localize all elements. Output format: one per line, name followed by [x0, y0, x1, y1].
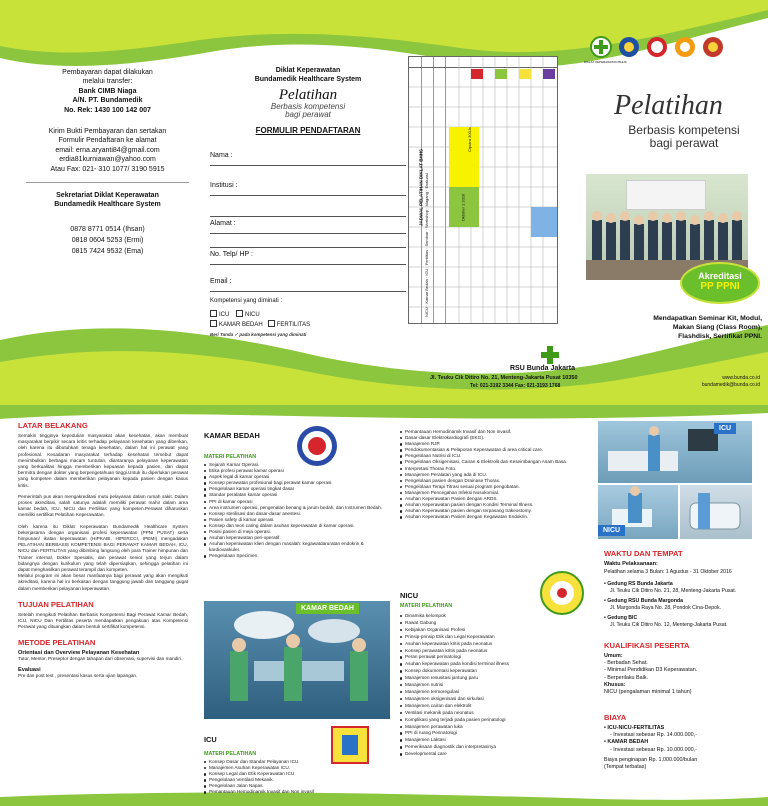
ppni-logo-icon	[618, 36, 640, 58]
kamar-bedah-subtitle: MATERI PELATIHAN	[204, 454, 257, 460]
place-name-text: Gedung RS Bunda Jakarta	[607, 581, 673, 587]
name-field[interactable]	[210, 152, 406, 159]
form-subtitle-line: Berbasis kompetensi	[270, 101, 346, 111]
list-item: Dinamika kelompok	[400, 613, 590, 620]
secretariat	[20, 191, 195, 210]
nicu-subtitle: MATERI PELATIHAN	[400, 603, 453, 609]
phone-field[interactable]	[210, 251, 406, 258]
institution-field[interactable]	[210, 182, 406, 189]
payment-line: Pembayaran dapat dilakukan	[62, 69, 153, 76]
list-item: Konsep sterilisasi dan dasar-dasar anestesi.	[204, 511, 389, 517]
schedule-table	[408, 56, 558, 324]
perinasia-emblem-icon	[540, 571, 584, 615]
list-item: Pengelolaan Terapi Titrasi sesuai program pengobatan.	[400, 484, 590, 490]
umum-label: Umum:	[604, 653, 623, 659]
biaya-item-price: - Investasi sebesar Rp. 14.000.000,-	[610, 732, 697, 739]
hospital-cross-icon	[540, 345, 560, 365]
kualifikasi-title: KUALIFIKASI PESERTA	[604, 641, 690, 650]
details-column	[598, 421, 764, 801]
list-item: Peran perawat perinatologi	[400, 654, 590, 661]
fax-number: Atau Fax: 021- 310 1077/ 3190 5915	[50, 165, 165, 173]
schedule-cell-text: Oktober 1 2016	[460, 193, 466, 222]
schedule-row: Fertilitas	[424, 250, 429, 266]
umum-item: - Berbadan Sehat.	[604, 660, 648, 667]
account-holder: A/N. PT. Bundamedik	[72, 97, 143, 105]
phone-number: 0818 0604 5253 (Ermi)	[71, 236, 144, 244]
field-label: Institusi :	[210, 182, 238, 189]
place-address: Jl. Margonda Raya No. 28, Pondok Cina-Depok.	[610, 605, 722, 611]
nicu-title: NICU	[400, 591, 419, 600]
kamar-bedah-photo-label: KAMAR BEDAH	[296, 603, 359, 614]
hospital-name: RSU Bunda Jakarta	[510, 365, 575, 372]
registration-form-panel	[210, 66, 406, 356]
website-link[interactable]: www.bunda.co.id	[722, 375, 760, 381]
biaya-note: Biaya penginapan Rp. 1.000.000/bulan	[604, 756, 698, 763]
ipemi-logo-icon	[702, 36, 724, 58]
option-label: NICU	[245, 312, 260, 318]
accreditation-top: Akreditasi	[698, 271, 742, 281]
schedule-title: JADWAL PELATIHAN DIKLAT BHHS	[418, 149, 424, 226]
list-item: Manajemen Peralatan yang ada di ICU.	[400, 472, 590, 478]
icu-photo-label: ICU	[714, 423, 736, 434]
list-item: Komplikasi yang terjadi pada pasien perinatologi	[400, 717, 590, 724]
tujuan-title: TUJUAN PELATIHAN	[18, 599, 94, 609]
list-item: Manajemen resusitasi jantung paru	[400, 675, 590, 682]
list-item: Konsep Dasar dan Standar Pelayanan ICU.	[204, 759, 389, 765]
schedule-row: Workshop	[424, 210, 429, 229]
place-address: Jl. Teuku Cik Ditiro No. 21, 28, Menteng-Jakarta Pusat.	[610, 588, 737, 594]
list-item: Rawat Gabung	[400, 620, 590, 627]
list-item: Manajemen termoregulasi	[400, 689, 590, 696]
email-field[interactable]	[210, 278, 406, 285]
list-item: Manajemen oksigenisasi dan sirkulasi	[400, 696, 590, 703]
icu-title: ICU	[204, 735, 217, 744]
phone-list	[20, 224, 195, 257]
list-item: Asuhan keperawatan kritis pada neonatus	[400, 641, 590, 648]
phone-number: 0878 8771 0514 (Ihsan)	[70, 225, 145, 233]
icu-subtitle: MATERI PELATIHAN	[204, 751, 257, 757]
cover-perks	[653, 314, 762, 341]
umum-item: - Minimal Pendidikan D3 Keperawatan.	[604, 667, 698, 674]
cover-panel	[584, 30, 768, 400]
biaya-note: (Tempat terbatas)	[604, 764, 647, 771]
form-subtitle-line: bagi perawat	[285, 110, 331, 120]
list-item: Dasar-dasar Elektrokardiografi (EKG).	[400, 435, 590, 441]
checkbox-nicu[interactable]	[236, 312, 260, 318]
list-item: Manajemen cairan dan elektrolit	[400, 703, 590, 710]
bank-name: Bank CIMB Niaga	[78, 87, 137, 95]
waktu-title: WAKTU DAN TEMPAT	[604, 549, 683, 558]
list-item: Posisi pasien di meja operasi.	[204, 529, 389, 535]
latar-title: LATAR BELAKANG	[18, 421, 88, 430]
form-org	[210, 66, 406, 85]
list-item: Asuhan keperawatan peri-operatif.	[204, 535, 389, 541]
checkbox-icon	[268, 320, 275, 327]
list-item: Pengelolaan pasien dengan Drainase Thorax.	[400, 478, 590, 484]
place-name: • Gedung BIC	[604, 615, 638, 621]
perk-line: Flashdisk, Sertifikat PPNI.	[678, 333, 762, 340]
icu-list-continued	[400, 429, 590, 520]
proof-instructions	[20, 127, 195, 174]
schedule-cell-text: Ciputra 300Jx	[466, 127, 472, 152]
kualifikasi-body	[604, 653, 697, 696]
schedule-row: Evaluasi	[424, 173, 429, 189]
icu-list	[204, 759, 389, 796]
place-address: Jl. Teuku Cik Ditiro No. 12, Menteng-Jakarta Pusat.	[610, 622, 728, 628]
checkbox-kamar-bedah[interactable]	[210, 322, 263, 328]
payment-lines	[20, 68, 195, 115]
biaya-body	[604, 725, 697, 771]
phone-number: 0815 7424 9532 (Ema)	[71, 247, 144, 255]
payment-info-panel	[20, 68, 195, 257]
surgery-illustration	[204, 601, 390, 719]
form-org-line: Diklat Keperawatan	[275, 67, 341, 74]
form-title-script: Pelatihan	[278, 86, 338, 103]
latar-paragraph: Semakin tingginya kepedulian masyarakat akan kesehatan, akan membuat masyarakat berpikir secara kritis terhadap pelayanan kesehatan yang diberikan, oleh karena itu dibutuhkan tenaga kesehatan, dalam hal ini perawat yang profesional. Kesadaran masyarakat terhadap kesehatan tersebut dapat menimbulkan berbagai macam tuntutan, diantaranya pelayanan keperawatan yang berkualitas hingga memberikan kepuasan kepada pasien, dan dapat bermitra dengan dokter yang berpengetahuan tinggi.Untuk itu diperlukan perawat yang kompeten dalam memberikan pelayanan kepada pasien dengan kasus kritis.	[18, 433, 188, 488]
list-item: Manajemen RJP.	[400, 441, 590, 447]
list-item: Asuhan Keperawatan Pasien dengan ARDS.	[400, 496, 590, 502]
list-item: Pengelolaan Nutrisi di ICU.	[400, 453, 590, 459]
kamar-bedah-title: KAMAR BEDAH	[204, 431, 260, 440]
list-item: Etika profesi perawat kamar operasi	[204, 468, 389, 474]
email-secondary[interactable]: erdia81kurniawan@yahoo.com	[59, 156, 156, 164]
option-label: FERTILITAS	[276, 322, 311, 328]
tujuan-paragraph: Setelah mengikuti Pelatihan Berbasis Kompetensi Bagi Perawat Kamar Bedah, ICU, NICU Dan Fertilitas peserta mendapatkan pengakuan atas Kompetensi Perawat yang dituangkan dalam bentuk sertifikat kompetensi.	[18, 611, 188, 630]
icu-nicu-column	[400, 425, 595, 801]
hospital-address: Jl. Teuku Cik Ditiro No. 21, Menteng-Jakarta Pusat 10350	[430, 375, 578, 381]
list-item: Pengelolaan Oksigenisasi, Cairan & Elektrolit dan Keseimbangan Asam Basa.	[400, 459, 590, 465]
list-item: Asuhan keperawatan pada kondisi terminal illness	[400, 661, 590, 668]
hospital-contact: Tel: 021-3192 3344 Fax: 021-3193 1768	[470, 383, 561, 389]
biaya-item-price: - Investasi sebesar Rp. 10.000.000,-	[610, 746, 697, 753]
cover-subtitle	[604, 124, 764, 150]
email-primary[interactable]: email: erna.aryanti84@gmail.com	[55, 146, 160, 154]
checkbox-note: Beri Tanda ✓ pada kompetensi yang diminati	[210, 332, 307, 337]
partner-logos	[590, 36, 724, 58]
kamar-bedah-column	[204, 425, 394, 801]
list-item: Pengelolaan Jalan Napas.	[204, 783, 389, 789]
cover-contact	[702, 375, 760, 389]
checkbox-icu[interactable]	[210, 312, 229, 318]
nicu-photo-2	[680, 485, 752, 539]
hipkabi-logo-icon	[674, 36, 696, 58]
waktu-text: Pelatihan selama 3 Bulan: 1 Agustus - 31 Oktober 2016	[604, 569, 732, 575]
competency-options	[210, 310, 310, 330]
list-item: Konsep dokumentasi keperawatan	[400, 668, 590, 675]
cover-subtitle-line: bagi perawat	[649, 136, 719, 150]
khusus-text: NICU (pengalaman minimal 1 tahun)	[604, 689, 692, 696]
list-item: Kebijakan Organisasi Profesi	[400, 627, 590, 634]
schedule-row-labels: NICU · Kamar Bedah · ICU · Fertilitas · Seminar · Workshop · Magang · Evaluasi	[424, 173, 429, 317]
secretariat-line: Bundamedik Healthcare System	[54, 201, 161, 209]
checkbox-icon	[236, 310, 243, 317]
cover-title: Pelatihan	[614, 90, 723, 121]
biaya-item-name-text: ICU-NICU-FERTILITAS	[607, 725, 665, 731]
biaya-item-name: • ICU-NICU-FERTILITAS	[604, 725, 665, 731]
schedule-row: Seminar	[424, 231, 429, 247]
list-item: Sejarah Kamar Operasi.	[204, 462, 389, 468]
schedule-row: NICU	[424, 307, 429, 317]
field-label: No. Telp/ HP :	[210, 251, 253, 258]
list-item: Konsep dan teori caring dalam asuhan keperawatan di kamar operasi.	[204, 523, 389, 529]
biaya-item-name: • KAMAR BEDAH	[604, 739, 649, 746]
latar-paragraph: Pemerintah pun akan mengakreditasi mutu pelayanan dalam rumah sakit. Dalam proses akreditasi, salah satunya adalah memiliki perawat mahir dalam area kamar bedah, ICU, NICU dan Fertilitas yang kompeten.Perawat diharuskan memiliki sertifikat Pelatihan Keperawatan.	[18, 493, 188, 518]
place-list	[604, 581, 736, 629]
account-number: No. Rek: 1430 100 142 007	[64, 106, 151, 114]
waktu-subtitle: Waktu Pelaksanaan:	[604, 561, 658, 567]
schedule-row: Kamar Bedah	[424, 279, 429, 304]
schedule-row: Magang	[424, 192, 429, 207]
list-item: Pemantauan Hemodinamik Invasif dan Non invasif	[204, 789, 389, 795]
incubator-illustration	[680, 485, 752, 539]
option-label: KAMAR BEDAH	[219, 322, 263, 328]
surgery-photo	[204, 601, 390, 719]
email-link[interactable]: bundamedik@bunda.co.id	[701, 382, 760, 388]
list-item: Developmental care	[400, 751, 590, 758]
field-label: Alamat :	[210, 220, 236, 227]
biaya-title: BIAYA	[604, 713, 627, 722]
metode-subtitle: Orientasi dan Overview Pelayanan Kesehatan	[18, 650, 140, 657]
list-item: Pemeriksaan diagnostik dan interpretasinya	[400, 744, 590, 751]
metode-paragraph: Tutor, Mentor, Preseptor dengan tahapan dari observasi, supervisi dan mandiri.	[18, 656, 183, 662]
list-item: Konsep perawatan kritis pada neonatus	[400, 648, 590, 655]
background-column	[18, 421, 188, 801]
list-item: Asuhan keperawatan klien dengan masalah: kegawatdaruratan endokrin & kardiovaskuler.	[204, 541, 389, 553]
evaluasi-paragraph: Pre dan post test , presentasi kasus serta ujian lapangan.	[18, 672, 138, 678]
place-name: • Gedung RS Bunda Jakarta	[604, 581, 673, 587]
list-item: Pasien safety di kamar operasi.	[204, 517, 389, 523]
perk-line: Mendapatkan Seminar Kit, Modul,	[653, 315, 762, 322]
accreditation-bottom: PP PPNI	[700, 281, 740, 292]
cover-subtitle-line: Berbasis kompetensi	[628, 123, 740, 137]
proof-line: Formulir Pendaftaran ke alamat	[58, 137, 157, 145]
list-item: Asuhan Keperawatan Pasien dengan Kegawatan Endokrin.	[400, 514, 590, 520]
list-item: Pendokumentasian & Pelaporan Keperawatan di area critical care.	[400, 447, 590, 453]
umum-item: - Berperilaku Baik.	[604, 674, 649, 681]
hipercci-logo-icon	[646, 36, 668, 58]
list-item: Pemantauan Hemodinamik Invasif dan Non invasif.	[400, 429, 590, 435]
payment-line: melalui transfer:	[82, 78, 133, 86]
list-item: Ventilasi mekanik pada neonatus	[400, 710, 590, 717]
latar-paragraph: Melalui program ini akan besar manfaatnya bagi perawat yang akan mengikuti akreditasi, karena hal ini berkaitan dengan tanggung jawab dan tanggung gugat dalam memberikan pelayanan keperawatan.	[18, 573, 188, 591]
perk-line: Makan Siang (Class Room),	[672, 324, 762, 331]
list-item: Asuhan Keperawatan pasien dengan Kondisi Terminal Illness.	[400, 502, 590, 508]
list-item: Asuhan Keperawatan pasien dengan terpasang trakeostomy.	[400, 508, 590, 514]
checkbox-fertilitas[interactable]	[268, 322, 310, 328]
proof-line: Kirim Bukti Pembayaran dan sertakan	[48, 128, 167, 136]
list-item: Manajemen Pencegahan Infeksi Nosokomial.	[400, 490, 590, 496]
list-item: Aspek legal di kamar operasi	[204, 474, 389, 480]
checkbox-icon	[210, 320, 217, 327]
place-name-text: Gedung BIC	[607, 615, 638, 621]
list-item: Pengelolaan Specimen.	[204, 553, 389, 559]
list-item: Area instrumen operasi, pengenalan benang & jarum bedah, dan Instrumen Bedah.	[204, 505, 389, 511]
place-name: • Gedung RSU Bunda Margonda	[604, 598, 684, 604]
list-item: Pengelolaan Ventilasi Mekanik.	[204, 777, 389, 783]
form-heading: FORMULIR PENDAFTARAN	[255, 126, 361, 135]
list-item: Manajemen perawatan luka	[400, 724, 590, 731]
khusus-label: Khusus:	[604, 681, 626, 688]
address-field[interactable]	[210, 220, 406, 227]
accreditation-badge	[680, 262, 760, 304]
list-item: PPI di kamar operasi	[204, 499, 389, 505]
form-subtitle	[210, 103, 406, 120]
schedule-row: ICU	[424, 268, 429, 276]
biaya-item-name-text: KAMAR BEDAH	[607, 739, 649, 746]
checkbox-icon	[210, 310, 217, 317]
option-label: ICU	[219, 312, 230, 318]
list-item: Manajemen nutrisi	[400, 682, 590, 689]
nicu-list	[400, 613, 590, 758]
bhhs-logo-icon	[590, 36, 612, 58]
nicu-photo-label: NICU	[598, 525, 625, 536]
list-item: Interpretasi Thorax Foto.	[400, 466, 590, 472]
list-item: Manajemen Laktasi	[400, 737, 590, 744]
latar-paragraph: Oleh karena itu Diklat Keperawatan Bundamedik Healthcare System bekerjasama dengan organisasi profesi keperawatan (PPNI PUSAT) serta himpunan/ ikatan keperawatan (HIPKABI, HIPERCCI, IPEMI) mengadakan PELATIHAN BERBASIS KOMPETENSI BAGI PERAWAT KAMAR BEDAH, ICU, NICU dan FERTILITAS yang dibimbing langsung oleh para Trainer himpunan dan Trainer internal, Dokter Spesialis, dan perawat senior yang terjun dalam bidangnya dengan kurikulum yang telah dipersiapkan, sehingga pelatihan ini dapat menghasilkan perawat terampil dan kompeten.	[18, 523, 188, 573]
hipkabi-emblem-icon	[296, 425, 338, 467]
kamar-bedah-list	[204, 462, 389, 560]
list-item: Konsep perawatan profesional bagi perawat kamar operasi	[204, 480, 389, 486]
form-org-line: Bundamedik Healthcare System	[254, 76, 362, 84]
list-item: Standar peralatan kamar operasi	[204, 492, 389, 498]
secretariat-line: Sekretariat Diklat Keperawatan	[56, 192, 159, 200]
list-item: Konsep Legal dan Etik Keperawatan ICU	[204, 771, 389, 777]
list-item: Manajemen Asuhan Keperawatan ICU.	[204, 765, 389, 771]
field-label: Nama :	[210, 152, 233, 159]
evaluasi-subtitle: Evaluasi	[18, 666, 41, 673]
brochure-inside	[0, 405, 768, 806]
place-name-text: Gedung RSU Bunda Margonda	[607, 598, 684, 604]
list-item: Prinsip-prinsip Etik dan Legal Keperawatan	[400, 634, 590, 641]
list-item: Pengelolaan kamar operasi tingkat dasar	[204, 486, 389, 492]
list-item: PPI di ruang Perinatologi	[400, 730, 590, 737]
logo-caption: DIKLAT KEPERAWATAN BHHS	[584, 60, 627, 64]
field-label: Email :	[210, 278, 232, 285]
competency-label: Kompetensi yang diminati :	[210, 298, 283, 304]
metode-title: METODE PELATIHAN	[18, 638, 96, 648]
